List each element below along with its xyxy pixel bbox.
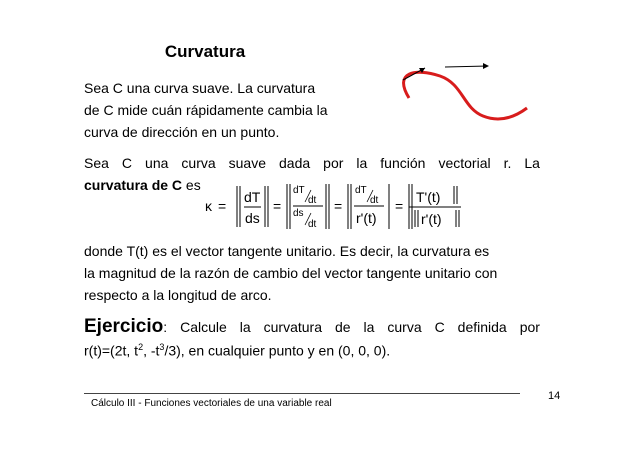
word: función [380, 155, 426, 171]
kappa-symbol: κ [205, 198, 212, 214]
word: curva [181, 155, 216, 171]
tangent-line: respecto a la longitud de arco. [84, 287, 272, 303]
word: C [121, 155, 133, 171]
intro-line: Sea C una curva suave. La curvatura [84, 80, 316, 96]
r-prime: r'(t) [421, 211, 442, 227]
r-prime: r'(t) [356, 210, 377, 226]
frac-den-ds: ds [245, 210, 260, 226]
equals-sign: = [334, 198, 343, 214]
exercise-line-1 [84, 316, 540, 338]
word: por [323, 155, 344, 171]
slash-num-dT: dT [293, 185, 305, 196]
word: La [524, 155, 540, 171]
slash-den-dt: dt [308, 195, 317, 206]
footer-divider [84, 393, 520, 394]
curve-illustration [385, 58, 535, 124]
exercise-expr: /3), en cualquier punto y en (0, 0, 0). [164, 342, 391, 359]
exercise-expr: r(t)=(2t, t [84, 342, 139, 359]
exercise-block [84, 316, 540, 359]
curvature-formula [205, 182, 475, 230]
word: por [519, 319, 540, 335]
T-prime: T'(t) [416, 189, 441, 205]
page-title: Curvatura [164, 42, 246, 61]
intro-line: de C mide cuán rápidamente cambia la [84, 102, 328, 118]
superscript: 2 [138, 342, 144, 352]
curvature-term: curvatura de C [84, 177, 183, 193]
word: curva [387, 319, 422, 335]
frac-num-dT: dT [244, 189, 261, 205]
word: dada [279, 155, 311, 171]
tangent-line: la magnitud de la razón de cambio del vector tangente unitario con [84, 265, 498, 281]
tangent-arrowhead-right [483, 63, 489, 69]
word: vectorial [438, 155, 491, 171]
slash-den-dt: dt [370, 195, 379, 206]
word: Calcule [180, 319, 227, 335]
equals-sign: = [218, 198, 227, 214]
word: la [239, 319, 251, 335]
tangent-arrow-right [445, 66, 488, 67]
page-number: 14 [548, 390, 561, 402]
slash-num-dT: dT [355, 185, 367, 196]
word: suave [228, 155, 266, 171]
intro-line: curva de dirección en un punto. [84, 124, 280, 140]
word: C [434, 319, 445, 335]
word: r. [503, 155, 512, 171]
equals-sign: = [273, 198, 282, 214]
word: la [363, 319, 375, 335]
footer-text: Cálculo III - Funciones vectoriales de una variable real [91, 398, 332, 409]
superscript: 3 [159, 342, 165, 352]
exercise-expr: , -t [143, 342, 160, 359]
slash-num-ds: ds [293, 208, 304, 219]
tangent-line: donde T(t) es el vector tangente unitario. Es decir, la curvatura es [84, 243, 490, 259]
tangent-paragraph [84, 240, 540, 306]
word: una [145, 155, 169, 171]
smooth-curve [404, 72, 527, 119]
exercise-label: Ejercicio [84, 316, 164, 337]
definition-line-1 [84, 152, 540, 174]
word: Sea [84, 155, 109, 171]
word: curvatura [263, 319, 322, 335]
equals-sign: = [395, 198, 404, 214]
word: de [334, 319, 351, 335]
slash-den-dt: dt [308, 219, 317, 230]
exercise-line-2 [84, 342, 540, 359]
word: la [356, 155, 368, 171]
word: definida [457, 319, 507, 335]
intro-paragraph [84, 77, 362, 143]
exercise-colon: : [163, 319, 168, 335]
definition-rest: es [182, 177, 201, 193]
